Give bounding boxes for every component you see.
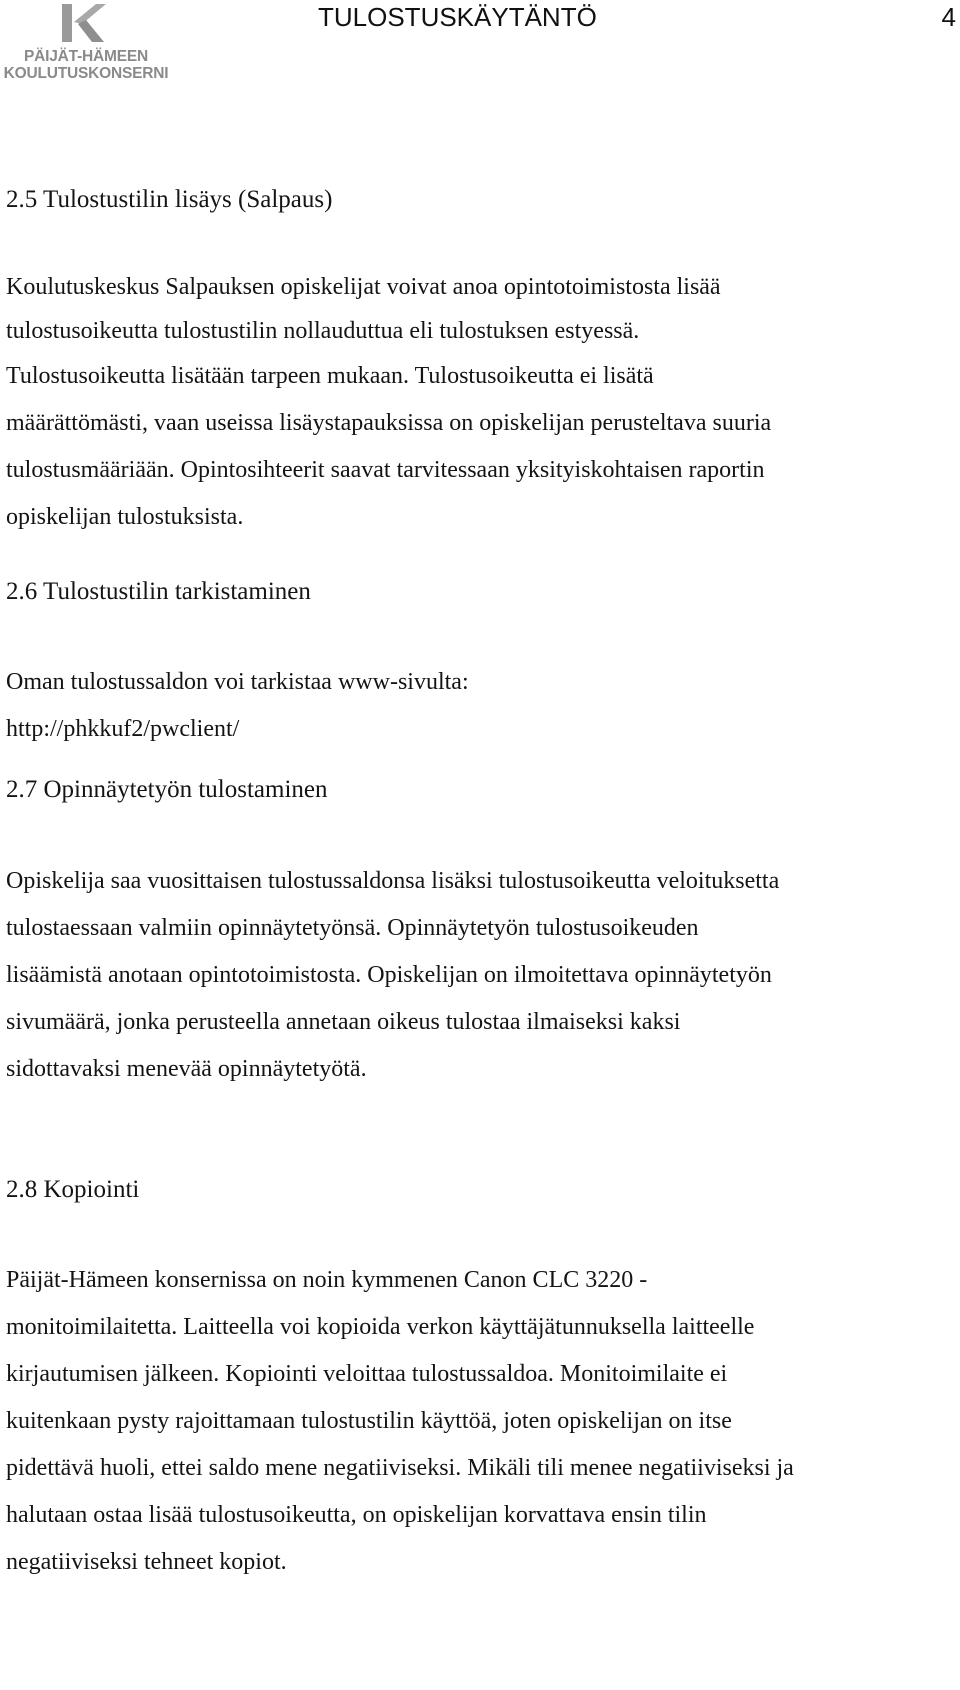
document-body — [6, 175, 956, 1586]
logo-text-line1: PÄIJÄT-HÄMEEN — [24, 48, 148, 65]
paragraph-line: kirjautumisen jälkeen. Kopiointi veloittaa tulostussaldoa. Monitoimilaite ei — [6, 1361, 728, 1387]
paragraph-line: opiskelijan tulostuksista. — [6, 504, 244, 530]
paragraph-line: lisäämistä anotaan opintotoimistosta. Opiskelijan on ilmoitettava opinnäytetyön — [6, 962, 772, 988]
paragraph-line: sidottavaksi menevää opinnäytetyötä. — [6, 1056, 367, 1082]
paragraph-line: Päijät-Hämeen konsernissa on noin kymmenen Canon CLC 3220 - — [6, 1267, 648, 1293]
paragraph-line: määrättömästi, vaan useissa lisäystapauksissa on opiskelijan perusteltava suuria — [6, 410, 772, 436]
section-heading: 2.5 Tulostustilin lisäys (Salpaus) — [6, 186, 333, 213]
paragraph-line: sivumäärä, jonka perusteella annetaan oikeus tulostaa ilmaiseksi kaksi — [6, 1009, 681, 1035]
k-monogram-logo — [58, 2, 108, 46]
section-paragraph — [6, 659, 956, 753]
paragraph-line: tulostusoikeutta tulostustilin nollauduttua eli tulostuksen estyessä. — [6, 318, 640, 344]
logo-text-line2: KOULUTUSKONSERNI — [3, 65, 169, 82]
url-text: http://phkkuf2/pwclient/ — [6, 716, 240, 742]
section-paragraph — [6, 1257, 956, 1586]
paragraph-line: Oman tulostussaldon voi tarkistaa www-sivulta: — [6, 669, 469, 695]
paragraph-line: Tulostusoikeutta lisätään tarpeen mukaan. Tulostusoikeutta ei lisätä — [6, 363, 654, 389]
organization-logo — [0, 2, 170, 84]
section-paragraph — [6, 264, 956, 541]
section-heading: 2.6 Tulostustilin tarkistaminen — [6, 578, 311, 605]
paragraph-line: monitoimilaitetta. Laitteella voi kopioida verkon käyttäjätunnuksella laitteelle — [6, 1314, 755, 1340]
paragraph-line: Opiskelija saa vuosittaisen tulostussaldonsa lisäksi tulostusoikeutta veloituksetta — [6, 868, 780, 894]
section-paragraph — [6, 858, 956, 1093]
section-heading: 2.8 Kopiointi — [6, 1176, 140, 1203]
paragraph-line: kuitenkaan pysty rajoittamaan tulostustilin käyttöä, joten opiskelijan on itse — [6, 1408, 732, 1434]
paragraph-line: tulostaessaan valmiin opinnäytetyönsä. Opinnäytetyön tulostusoikeuden — [6, 915, 699, 941]
paragraph-line: halutaan ostaa lisää tulostusoikeutta, on opiskelijan korvattava ensin tilin — [6, 1502, 707, 1528]
document-title: TULOSTUSKÄYTÄNTÖ — [318, 2, 597, 32]
paragraph-line: tulostusmääriään. Opintosihteerit saavat tarvitessaan yksityiskohtaisen raportin — [6, 457, 765, 483]
paragraph-line: negatiiviseksi tehneet kopiot. — [6, 1549, 287, 1575]
paragraph-line: pidettävä huoli, ettei saldo mene negatiiviseksi. Mikäli tili menee negatiiviseksi ja — [6, 1455, 794, 1481]
section-heading: 2.7 Opinnäytetyön tulostaminen — [6, 776, 328, 803]
page-number: 4 — [941, 2, 956, 32]
paragraph-line: Koulutuskeskus Salpauksen opiskelijat voivat anoa opintotoimistosta lisää — [6, 274, 721, 300]
